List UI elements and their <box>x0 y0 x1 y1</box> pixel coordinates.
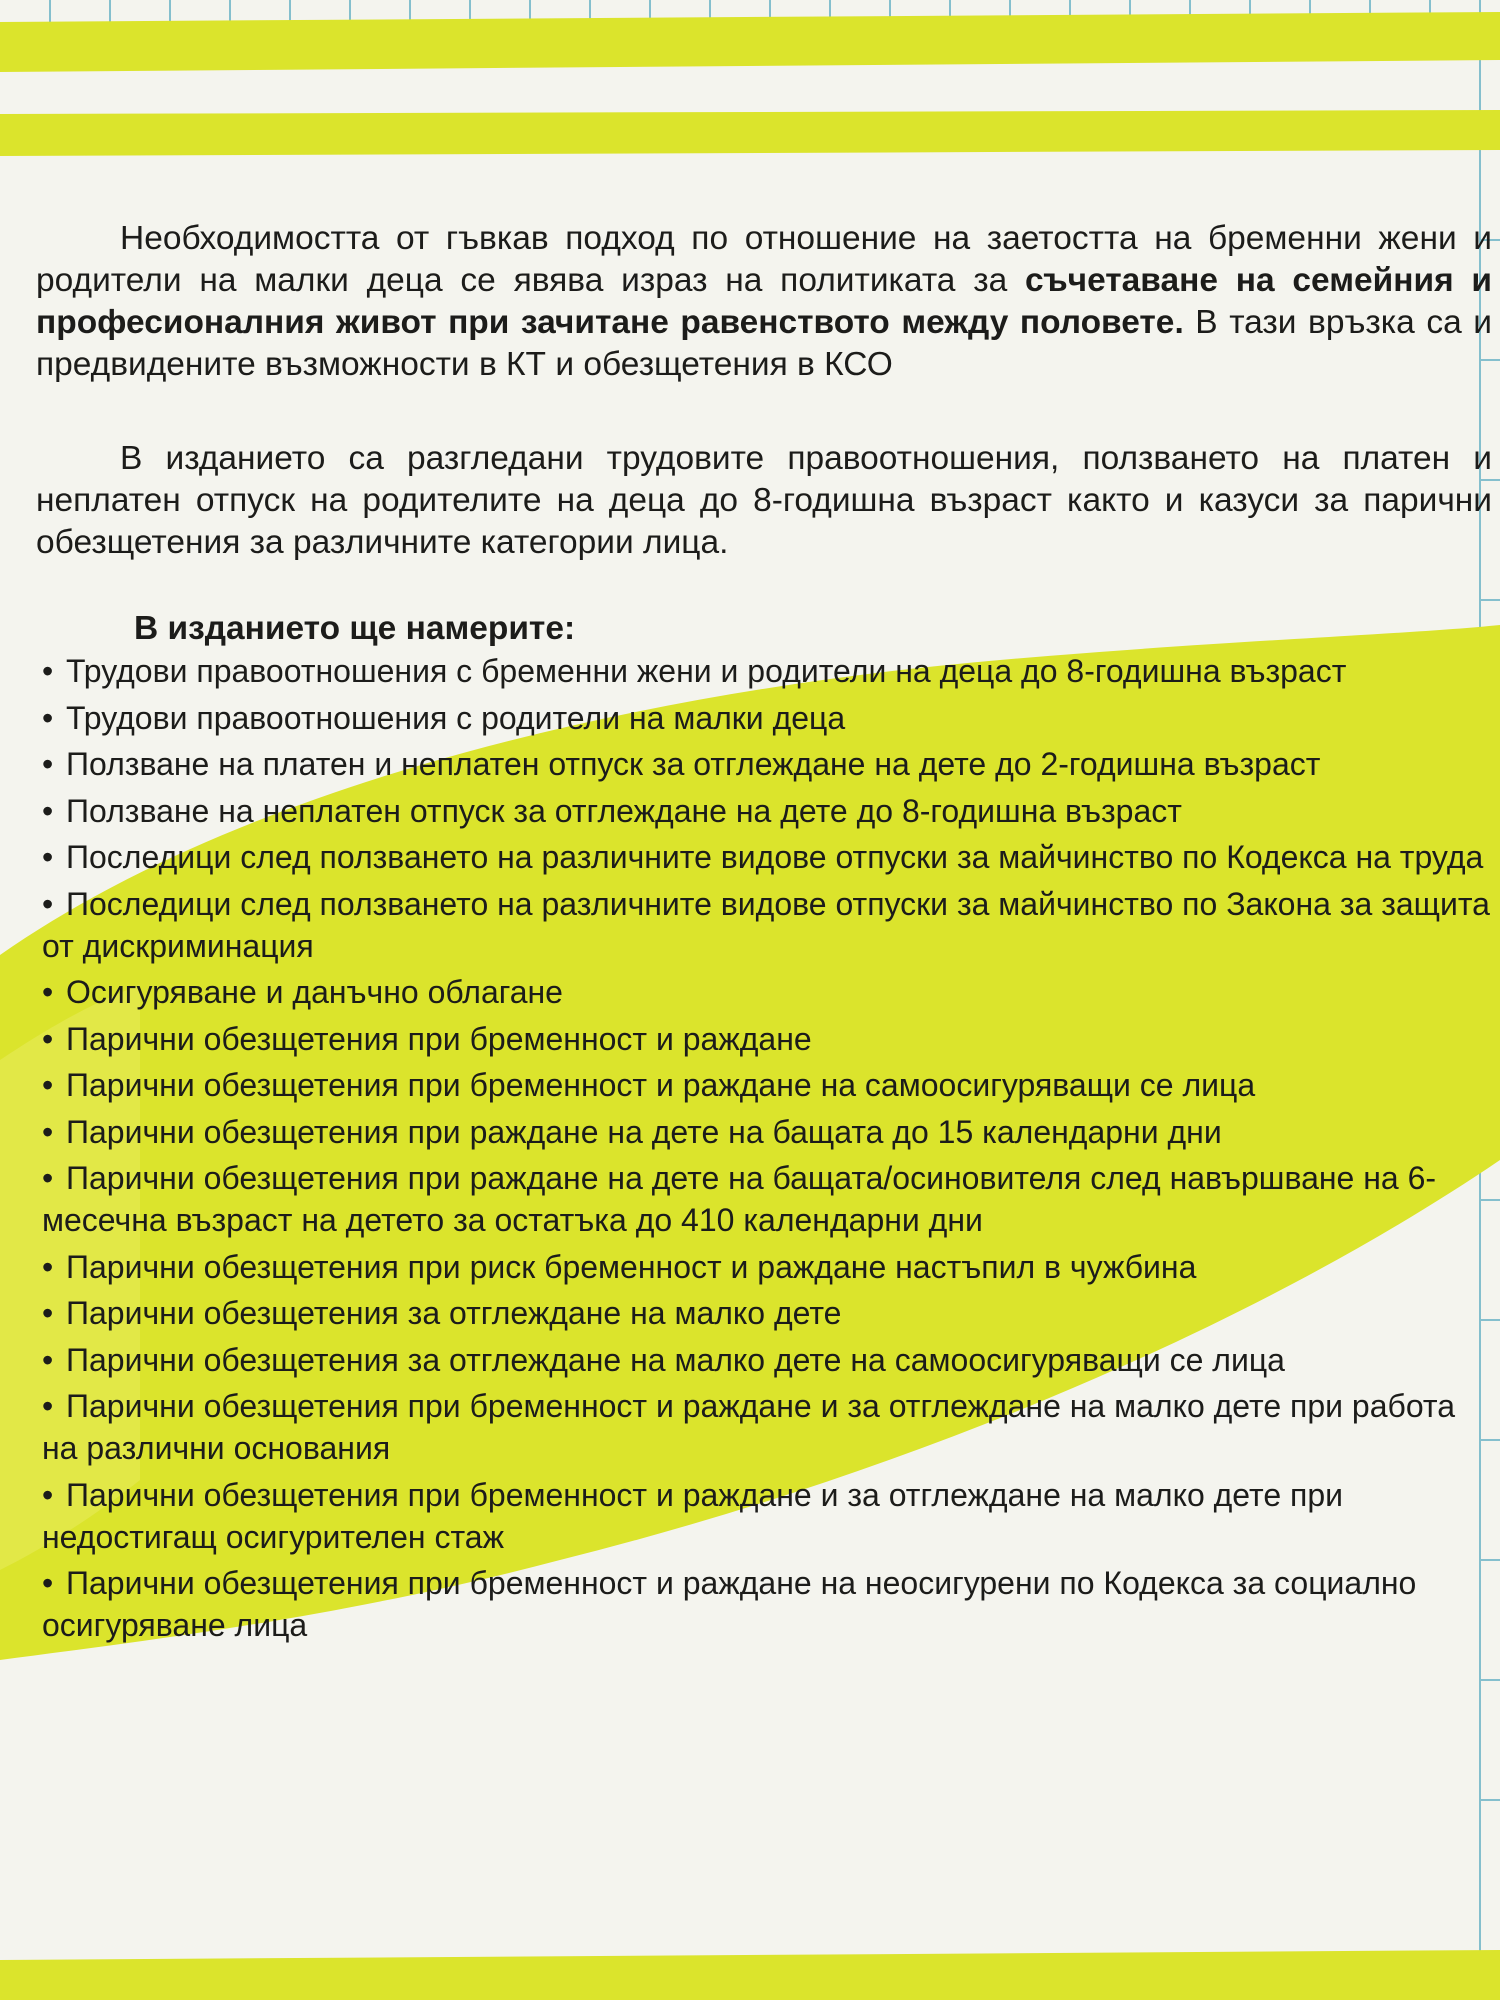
list-item: • Парични обезщетения при раждане на дете на бащата до 15 календарни дни <box>42 1111 1492 1153</box>
list-item: • Парични обезщетения при бременност и раждане на неосигурени по Кодекса за социално осигуряване лица <box>42 1562 1492 1646</box>
bullet-icon: • <box>42 885 54 922</box>
list-item: • Ползване на неплатен отпуск за отглеждане на дете до 8-годишна възраст <box>42 790 1492 832</box>
bullet-icon: • <box>42 1248 54 1285</box>
list-item: • Парични обезщетения за отглеждане на малко дете на самоосигуряващи се лица <box>42 1339 1492 1381</box>
intro-p1-start: Необходимостта от гъвкав подход по отношение на заетостта на бременни жени и родители на малки деца се явява израз на политиката за <box>36 220 1492 299</box>
list-item: • Парични обезщетения за отглеждане на малко дете <box>42 1292 1492 1334</box>
list-item: • Осигуряване и данъчно облагане <box>42 971 1492 1013</box>
bullet-icon: • <box>42 1160 54 1196</box>
bullet-icon: • <box>42 974 54 1010</box>
bullet-icon: • <box>42 1476 54 1513</box>
intro-p1-bold: съчетаване на семейния и професионалния живот при зачитане равенството между половете. <box>36 262 1492 341</box>
contents-list <box>36 650 1492 1646</box>
list-item: • Трудови правоотношения с родители на малки деца <box>42 697 1492 739</box>
list-item: • Парични обезщетения при бременност и раждане на самоосигуряващи се лица <box>42 1064 1492 1106</box>
page-content <box>36 218 1492 1651</box>
list-item: • Трудови правоотношения с бременни жени и родители на деца до 8-годишна възраст <box>42 650 1492 692</box>
bullet-icon: • <box>42 839 54 875</box>
list-item: • Ползване на платен и неплатен отпуск за отглеждане на дете до 2-годишна възраст <box>42 743 1492 785</box>
bullet-icon: • <box>42 1067 54 1103</box>
intro-p2-text: В изданието са разгледани трудовите правоотношения, ползването на платен и неплатен отпуск на родителите на деца до 8-годишна възраст както и казуси за парични обезщетения за различните категории лица. <box>36 440 1492 561</box>
list-heading: В изданието ще намерите: <box>134 610 576 647</box>
bullet-icon: • <box>42 1341 54 1378</box>
list-item: • Последици след ползването на различните видове отпуски за майчинство по Кодекса на труда <box>42 836 1492 878</box>
intro-paragraph-2 <box>36 438 1492 564</box>
intro-paragraph-1 <box>36 218 1492 386</box>
bullet-icon: • <box>42 1020 54 1057</box>
top-lime-stripe-2 <box>0 110 1500 156</box>
bullet-icon: • <box>42 1388 54 1424</box>
list-item: • Парични обезщетения при бременност и раждане и за отглеждане на малко дете при недостигащ осигурителен стаж <box>42 1474 1492 1558</box>
bullet-icon: • <box>42 699 54 736</box>
bullet-icon: • <box>42 1295 54 1331</box>
intro-p1-end: В тази връзка са и предвидените възможности в КТ и обезщетения в КСО <box>36 304 1492 383</box>
bullet-icon: • <box>42 653 54 689</box>
list-item: • Парични обезщетения при раждане на дете на бащата/осиновителя след навършване на 6-месечна възраст на детето за остатъка до 410 календарни дни <box>42 1157 1492 1241</box>
bullet-icon: • <box>42 792 54 829</box>
bullet-icon: • <box>42 1113 54 1150</box>
bullet-icon: • <box>42 1565 54 1601</box>
list-item: • Парични обезщетения при бременност и раждане и за отглеждане на малко дете при работа на различни основания <box>42 1385 1492 1469</box>
list-item: • Последици след ползването на различните видове отпуски за майчинство по Закона за защита от дискриминация <box>42 883 1492 967</box>
bullet-icon: • <box>42 746 54 782</box>
list-item: • Парични обезщетения при риск бременност и раждане настъпил в чужбина <box>42 1246 1492 1288</box>
list-item: • Парични обезщетения при бременност и раждане <box>42 1018 1492 1060</box>
